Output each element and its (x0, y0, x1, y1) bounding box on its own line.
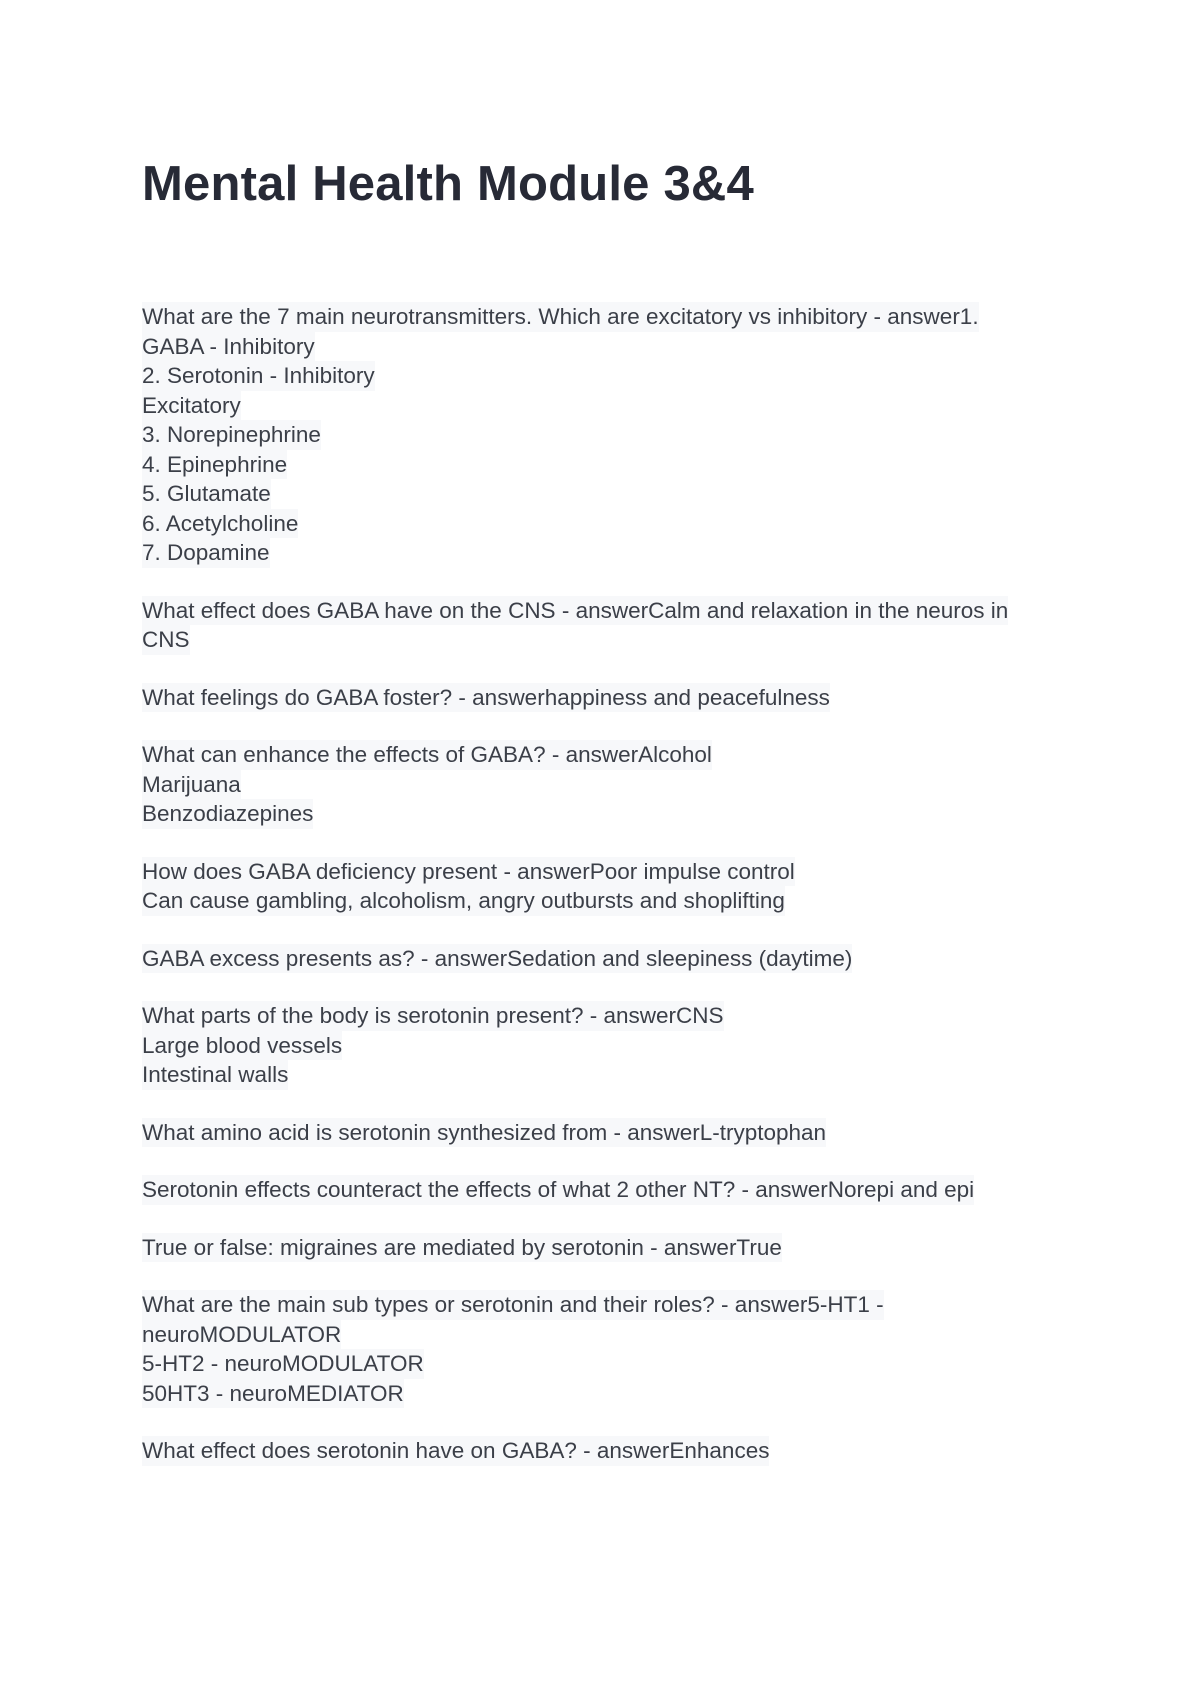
qa-answer-line: Can cause gambling, alcoholism, angry outbursts and shoplifting (142, 886, 785, 916)
qa-question-line: GABA excess presents as? - answerSedation and sleepiness (daytime) (142, 944, 852, 974)
qa-item (142, 857, 1062, 916)
qa-answer-line: 7. Dopamine (142, 538, 270, 568)
qa-answer-line: Large blood vessels (142, 1031, 342, 1061)
qa-question-line: What effect does serotonin have on GABA? - answerEnhances (142, 1436, 769, 1466)
qa-answer-line: 50HT3 - neuroMEDIATOR (142, 1379, 404, 1409)
qa-list (142, 302, 1062, 1494)
qa-item (142, 1001, 1062, 1090)
qa-item (142, 944, 1062, 974)
qa-question-line: What can enhance the effects of GABA? - answerAlcohol (142, 740, 712, 770)
qa-answer-line: GABA - Inhibitory (142, 332, 315, 362)
qa-question-line: What amino acid is serotonin synthesized from - answerL-tryptophan (142, 1118, 826, 1148)
qa-question-line: What are the main sub types or serotonin and their roles? - answer5-HT1 - (142, 1290, 884, 1320)
qa-question-line: What parts of the body is serotonin present? - answerCNS (142, 1001, 724, 1031)
qa-item (142, 1290, 1062, 1408)
qa-answer-line: neuroMODULATOR (142, 1320, 341, 1350)
qa-answer-line: 4. Epinephrine (142, 450, 287, 480)
qa-answer-line: Intestinal walls (142, 1060, 288, 1090)
document-title: Mental Health Module 3&4 (142, 157, 754, 211)
qa-question-line: What effect does GABA have on the CNS - answerCalm and relaxation in the neuros in (142, 596, 1008, 626)
qa-item (142, 740, 1062, 829)
qa-answer-line: 3. Norepinephrine (142, 420, 321, 450)
qa-item (142, 1233, 1062, 1263)
qa-answer-line: CNS (142, 625, 190, 655)
qa-answer-line: 5. Glutamate (142, 479, 271, 509)
qa-item (142, 596, 1062, 655)
qa-answer-line: 5-HT2 - neuroMODULATOR (142, 1349, 424, 1379)
qa-question-line: How does GABA deficiency present - answerPoor impulse control (142, 857, 795, 887)
qa-item (142, 1175, 1062, 1205)
qa-question-line: True or false: migraines are mediated by serotonin - answerTrue (142, 1233, 782, 1263)
qa-question-line: What feelings do GABA foster? - answerhappiness and peacefulness (142, 683, 830, 713)
qa-answer-line: 6. Acetylcholine (142, 509, 298, 539)
qa-answer-line: Marijuana (142, 770, 241, 800)
qa-item (142, 302, 1062, 568)
qa-answer-line: Excitatory (142, 391, 241, 421)
qa-item (142, 1436, 1062, 1466)
qa-question-line: What are the 7 main neurotransmitters. Which are excitatory vs inhibitory - answer1. (142, 302, 979, 332)
qa-answer-line: Benzodiazepines (142, 799, 313, 829)
qa-item (142, 683, 1062, 713)
qa-item (142, 1118, 1062, 1148)
qa-answer-line: 2. Serotonin - Inhibitory (142, 361, 375, 391)
qa-question-line: Serotonin effects counteract the effects of what 2 other NT? - answerNorepi and epi (142, 1175, 974, 1205)
